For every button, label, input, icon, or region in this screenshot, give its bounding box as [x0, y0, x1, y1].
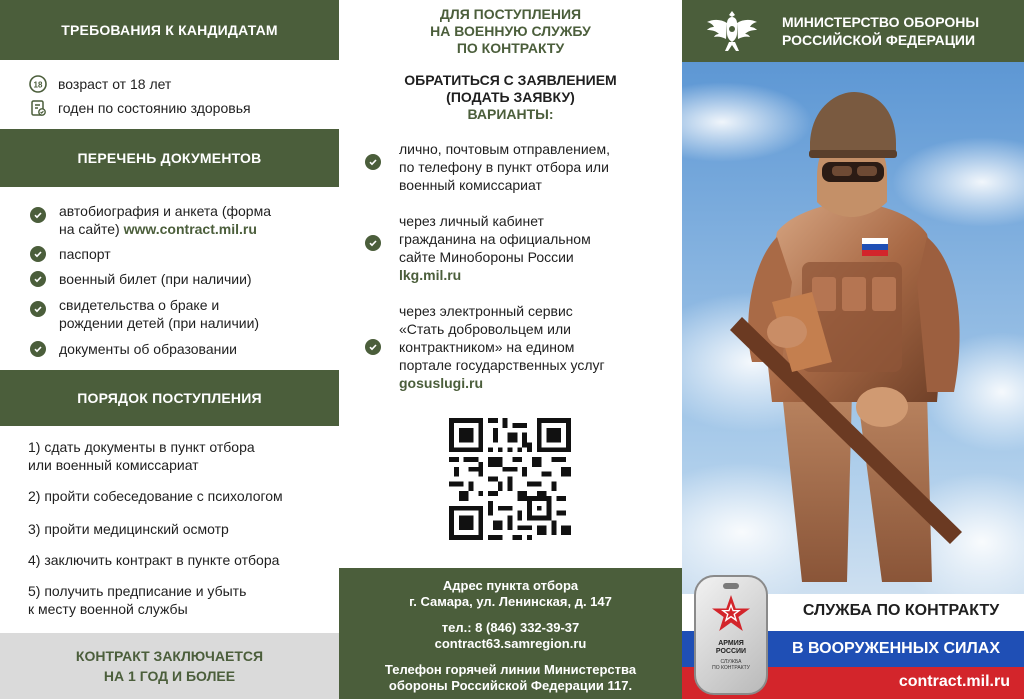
apply-option-2 [365, 212, 591, 284]
age-18-icon [28, 74, 48, 94]
document-military-id-text: военный билет (при наличии) [59, 271, 252, 287]
check-icon [365, 235, 381, 251]
document-item-education [30, 340, 237, 358]
health-document-icon [28, 98, 48, 118]
banner-line1: СЛУЖБА ПО КОНТРАКТУ [802, 602, 1000, 619]
procedure-step-3-text: 3) пройти медицинский осмотр [28, 521, 229, 537]
check-icon [30, 271, 46, 287]
address-block [339, 568, 682, 699]
contract-term-line2: НА 1 ГОД И БОЛЕЕ [103, 668, 236, 684]
apply-variants-label: ВАРИАНТЫ: [467, 106, 554, 122]
address-line2: г. Самара, ул. Ленинская, д. 147 [409, 594, 612, 609]
tag-line4: ПО КОНТРАКТУ [712, 665, 750, 671]
requirements-title: ТРЕБОВАНИЯ К КАНДИДАТАМ [61, 22, 278, 38]
document-passport-text: паспорт [59, 246, 111, 262]
apply-title-line2: (ПОДАТЬ ЗАЯВКУ) [446, 89, 575, 105]
tag-line2: РОССИИ [715, 648, 747, 655]
apply-option-3-line2: «Стать добровольцем или [399, 321, 571, 337]
procedure-step-5-line1: 5) получить предписание и убыть [28, 583, 247, 599]
apply-header [339, 6, 682, 57]
contract-term-footer [0, 633, 339, 699]
apply-option-2-line1: через личный кабинет [399, 213, 544, 229]
apply-option-2-line2: гражданина на официальном [399, 231, 591, 247]
requirement-age-text: возраст от 18 лет [58, 76, 172, 92]
procedure-step-4 [28, 551, 279, 569]
document-item-military-id [30, 270, 252, 288]
check-icon [365, 154, 381, 170]
document-certificates-line1: свидетельства о браке и [59, 297, 220, 313]
apply-option-2-line3: сайте Минобороны России [399, 249, 574, 265]
procedure-step-1-line1: 1) сдать документы в пункт отбора [28, 439, 255, 455]
procedure-step-4-text: 4) заключить контракт в пункте отбора [28, 552, 280, 568]
apply-option-1 [365, 140, 610, 194]
tag-line3: СЛУЖБА [720, 659, 742, 665]
ministry-line1: МИНИСТЕРСТВО ОБОРОНЫ [782, 14, 980, 30]
contract-term-line1: КОНТРАКТ ЗАКЛЮЧАЕТСЯ [75, 648, 264, 664]
tag-line1: АРМИЯ [718, 640, 744, 647]
contract-site-link[interactable]: www.contract.mil.ru [123, 221, 257, 237]
apply-header-line3: ПО КОНТРАКТУ [456, 40, 565, 56]
apply-option-1-line2: по телефону в пункт отбора или [399, 159, 609, 175]
qr-code[interactable] [449, 418, 571, 540]
document-item-certificates [30, 296, 259, 332]
apply-option-3 [365, 302, 605, 392]
banner-line2: В ВООРУЖЕННЫХ СИЛАХ [792, 640, 1000, 657]
ministry-line2: РОССИЙСКОЙ ФЕДЕРАЦИИ [782, 32, 976, 48]
procedure-step-5 [28, 582, 246, 618]
procedure-step-5-line2: к месту военной службы [28, 601, 188, 617]
requirement-item-age [28, 74, 171, 94]
procedure-step-2 [28, 487, 283, 505]
procedure-step-3 [28, 520, 229, 538]
address-site[interactable]: contract63.samregion.ru [434, 636, 587, 651]
hotline-line1: Телефон горячей линии Министерства [384, 662, 637, 677]
army-dog-tag [694, 575, 768, 695]
apply-option-3-line4: портале государственных услуг [399, 357, 605, 373]
document-education-text: документы об образовании [59, 341, 237, 357]
procedure-title: ПОРЯДОК ПОСТУПЛЕНИЯ [77, 390, 262, 406]
red-star-icon [711, 593, 751, 638]
check-icon [365, 339, 381, 355]
address-phone[interactable]: тел.: 8 (846) 332-39-37 [441, 620, 580, 635]
ministry-header [682, 0, 1024, 62]
document-item-passport [30, 245, 111, 263]
requirement-health-text: годен по состоянию здоровья [58, 100, 251, 116]
apply-header-line2: НА ВОЕННУЮ СЛУЖБУ [430, 23, 591, 39]
document-item-autobiography [30, 202, 271, 238]
apply-title-line1: ОБРАТИТЬСЯ С ЗАЯВЛЕНИЕМ [404, 72, 617, 88]
check-icon [30, 207, 46, 223]
apply-option-3-line1: через электронный сервис [399, 303, 573, 319]
apply-option-1-line1: лично, почтовым отправлением, [399, 141, 610, 157]
hotline-line2: обороны Российской Федерации 117. [388, 678, 633, 693]
document-autobiography-line1: автобиография и анкета (форма [59, 203, 271, 219]
document-autobiography-line2: на сайте) [59, 221, 124, 237]
lkg-site-link[interactable]: lkg.mil.ru [399, 267, 462, 283]
procedure-step-2-text: 2) пройти собеседование с психологом [28, 488, 283, 504]
svg-text:18: 18 [33, 80, 43, 90]
address-line1: Адрес пункта отбора [442, 578, 579, 593]
apply-option-1-line3: военный комиссариат [399, 177, 542, 193]
check-icon [30, 301, 46, 317]
apply-header-line1: ДЛЯ ПОСТУПЛЕНИЯ [439, 6, 582, 22]
document-certificates-line2: рождении детей (при наличии) [59, 315, 260, 331]
check-icon [30, 246, 46, 262]
middle-panel [339, 0, 682, 699]
gosuslugi-site-link[interactable]: gosuslugi.ru [399, 375, 483, 391]
banner-site-link[interactable]: contract.mil.ru [898, 673, 1010, 690]
tag-hole [723, 583, 739, 589]
check-icon [30, 341, 46, 357]
procedure-step-1 [28, 438, 255, 474]
right-panel [682, 0, 1024, 699]
procedure-header [0, 370, 339, 426]
ministry-emblem-icon [702, 7, 762, 55]
requirement-item-health [28, 98, 251, 118]
left-panel [0, 0, 339, 699]
apply-option-3-line3: контрактником» на едином [399, 339, 575, 355]
documents-header [0, 129, 339, 187]
requirements-header [0, 0, 339, 60]
procedure-step-1-line2: или военный комиссариат [28, 457, 199, 473]
apply-title [339, 72, 682, 123]
documents-title: ПЕРЕЧЕНЬ ДОКУМЕНТОВ [77, 150, 262, 166]
